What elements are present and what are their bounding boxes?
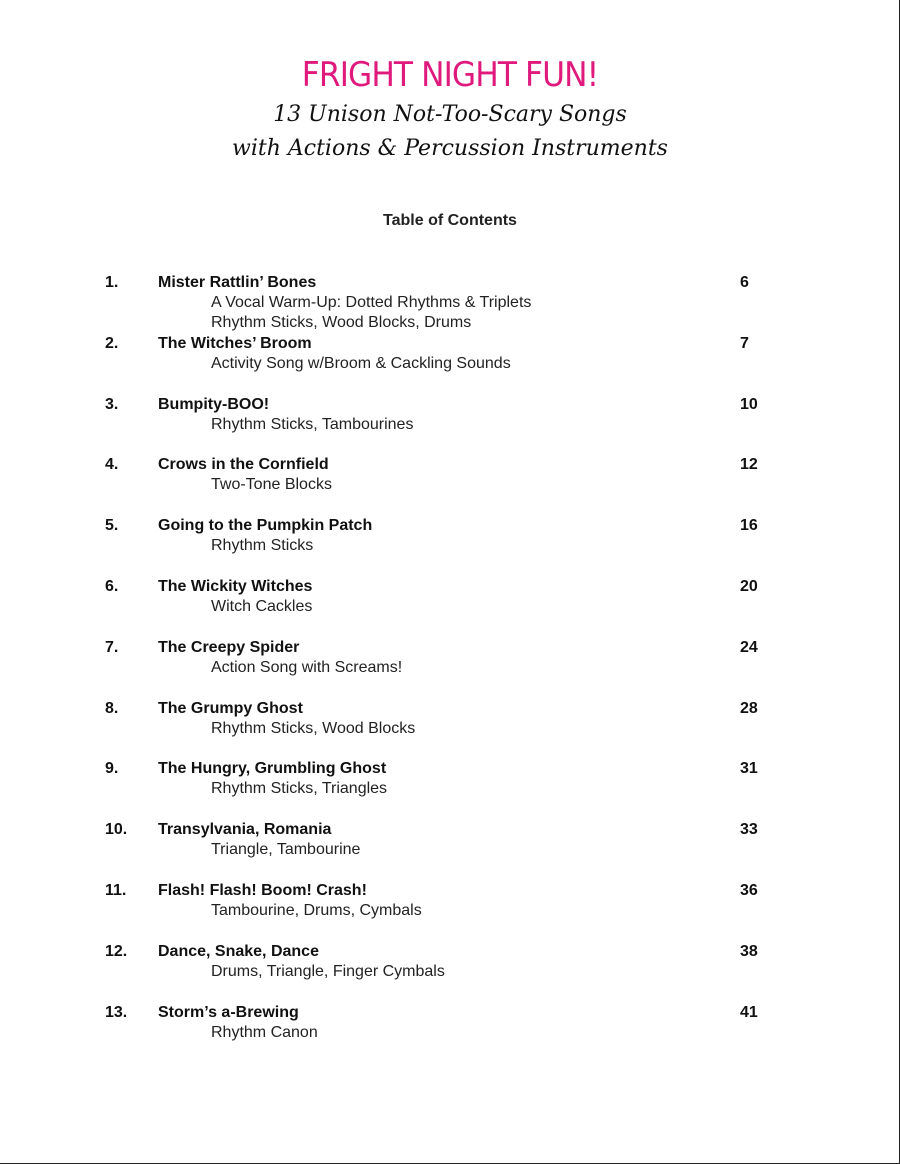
toc-entry-title: The Grumpy Ghost [158,699,303,717]
toc-entry-detail-line: Drums, Triangle, Finger Cymbals [211,962,445,980]
toc-entry-title: The Witches’ Broom [158,334,312,352]
toc-entry-details [211,901,422,921]
toc-entry-page-number: 31 [740,760,758,778]
toc-entry-details [211,536,313,556]
toc-entry-title: Bumpity-BOO! [158,395,270,413]
toc-entry [0,758,900,819]
toc-entry-details [211,658,402,678]
toc-entry-details [211,962,445,982]
toc-entry-details [211,354,511,374]
toc-entry-detail-line: Rhythm Sticks [211,537,314,555]
toc-entry-details [211,840,360,860]
page-title: FRIGHT NIGHT FUN! [301,55,599,95]
toc-entry-details [211,293,531,333]
toc-entry-title: Going to the Pumpkin Patch [158,517,373,535]
toc-entry-title: The Creepy Spider [158,638,300,656]
toc-entry-page-number: 36 [740,881,758,899]
toc-entry-title: Mister Rattlin’ Bones [158,274,317,291]
toc-entry-number: 8. [105,699,119,717]
toc-entry [0,941,900,1002]
toc-entry-title: Crows in the Cornfield [158,456,329,474]
toc-entry-number: 10. [105,821,128,839]
toc-entry [0,1002,900,1063]
toc-entry-number: 6. [105,577,119,595]
toc-entry-details [211,475,332,495]
toc-entry-page-number: 20 [740,577,758,595]
toc-entry-number: 11. [105,881,127,899]
toc-entry [0,698,900,759]
toc-entry-page-number: 6 [740,274,749,291]
toc-entry-number: 9. [105,760,119,778]
toc-entry-detail-line: Rhythm Sticks, Wood Blocks, Drums [211,314,472,331]
subtitle-line-2: with Actions & Percussion Instruments [232,136,668,161]
toc-entry [0,637,900,698]
toc-entry-number: 12. [105,942,128,960]
toc-entry-detail-line: Two-Tone Blocks [211,476,332,494]
toc-entry-title: The Wickity Witches [158,577,313,595]
toc-entry-page-number: 28 [740,699,758,717]
toc-entry-detail-line: Witch Cackles [211,597,313,615]
toc-entry-detail-line: Rhythm Sticks, Tambourines [211,415,414,433]
table-of-contents [0,272,900,1062]
toc-entry-number: 1. [105,274,119,291]
toc-entry-detail-line: A Vocal Warm-Up: Dotted Rhythms & Triplets [211,294,532,311]
toc-entry-details [211,719,415,739]
toc-entry-detail-line: Tambourine, Drums, Cymbals [211,901,422,919]
toc-heading: Table of Contents [383,212,517,229]
toc-entry [0,576,900,637]
toc-entry-number: 13. [105,1003,128,1021]
toc-entry-page-number: 10 [740,395,758,413]
toc-entry-number: 7. [105,638,119,656]
toc-entry-number: 3. [105,395,119,413]
toc-entry [0,272,900,333]
page-header [0,52,900,166]
toc-entry [0,454,900,515]
toc-entry-title: The Hungry, Grumbling Ghost [158,760,387,778]
toc-entry-title: Flash! Flash! Boom! Crash! [158,881,367,899]
toc-entry-detail-line: Rhythm Sticks, Wood Blocks [211,719,416,737]
toc-entry [0,394,900,455]
toc-entry-details [211,1023,318,1043]
toc-entry-detail-line: Action Song with Screams! [211,658,403,676]
toc-entry-page-number: 12 [740,456,758,474]
toc-entry [0,515,900,576]
toc-entry-number: 5. [105,517,119,535]
toc-entry-detail-line: Activity Song w/Broom & Cackling Sounds [211,354,511,372]
toc-entry-title: Storm’s a-Brewing [158,1003,299,1021]
toc-entry-detail-line: Rhythm Sticks, Triangles [211,780,388,798]
toc-entry [0,819,900,880]
subtitle-line-1: 13 Unison Not-Too-Scary Songs [273,102,627,127]
toc-entry-detail-line: Triangle, Tambourine [211,841,361,859]
toc-entry-page-number: 16 [740,517,758,535]
toc-entry-title: Transylvania, Romania [158,821,332,839]
toc-entry-title: Dance, Snake, Dance [158,942,319,960]
toc-entry-page-number: 33 [740,821,758,839]
toc-entry-details [211,415,413,435]
toc-entry-page-number: 41 [740,1003,758,1021]
toc-entry [0,880,900,941]
toc-entry-number: 2. [105,334,119,352]
toc-entry-page-number: 24 [740,638,758,656]
toc-entry-details [211,779,387,799]
toc-entry-page-number: 7 [740,334,749,352]
toc-entry-details [211,597,312,617]
toc-entry [0,333,900,394]
toc-entry-number: 4. [105,456,119,474]
toc-entry-page-number: 38 [740,942,758,960]
toc-entry-detail-line: Rhythm Canon [211,1023,318,1041]
